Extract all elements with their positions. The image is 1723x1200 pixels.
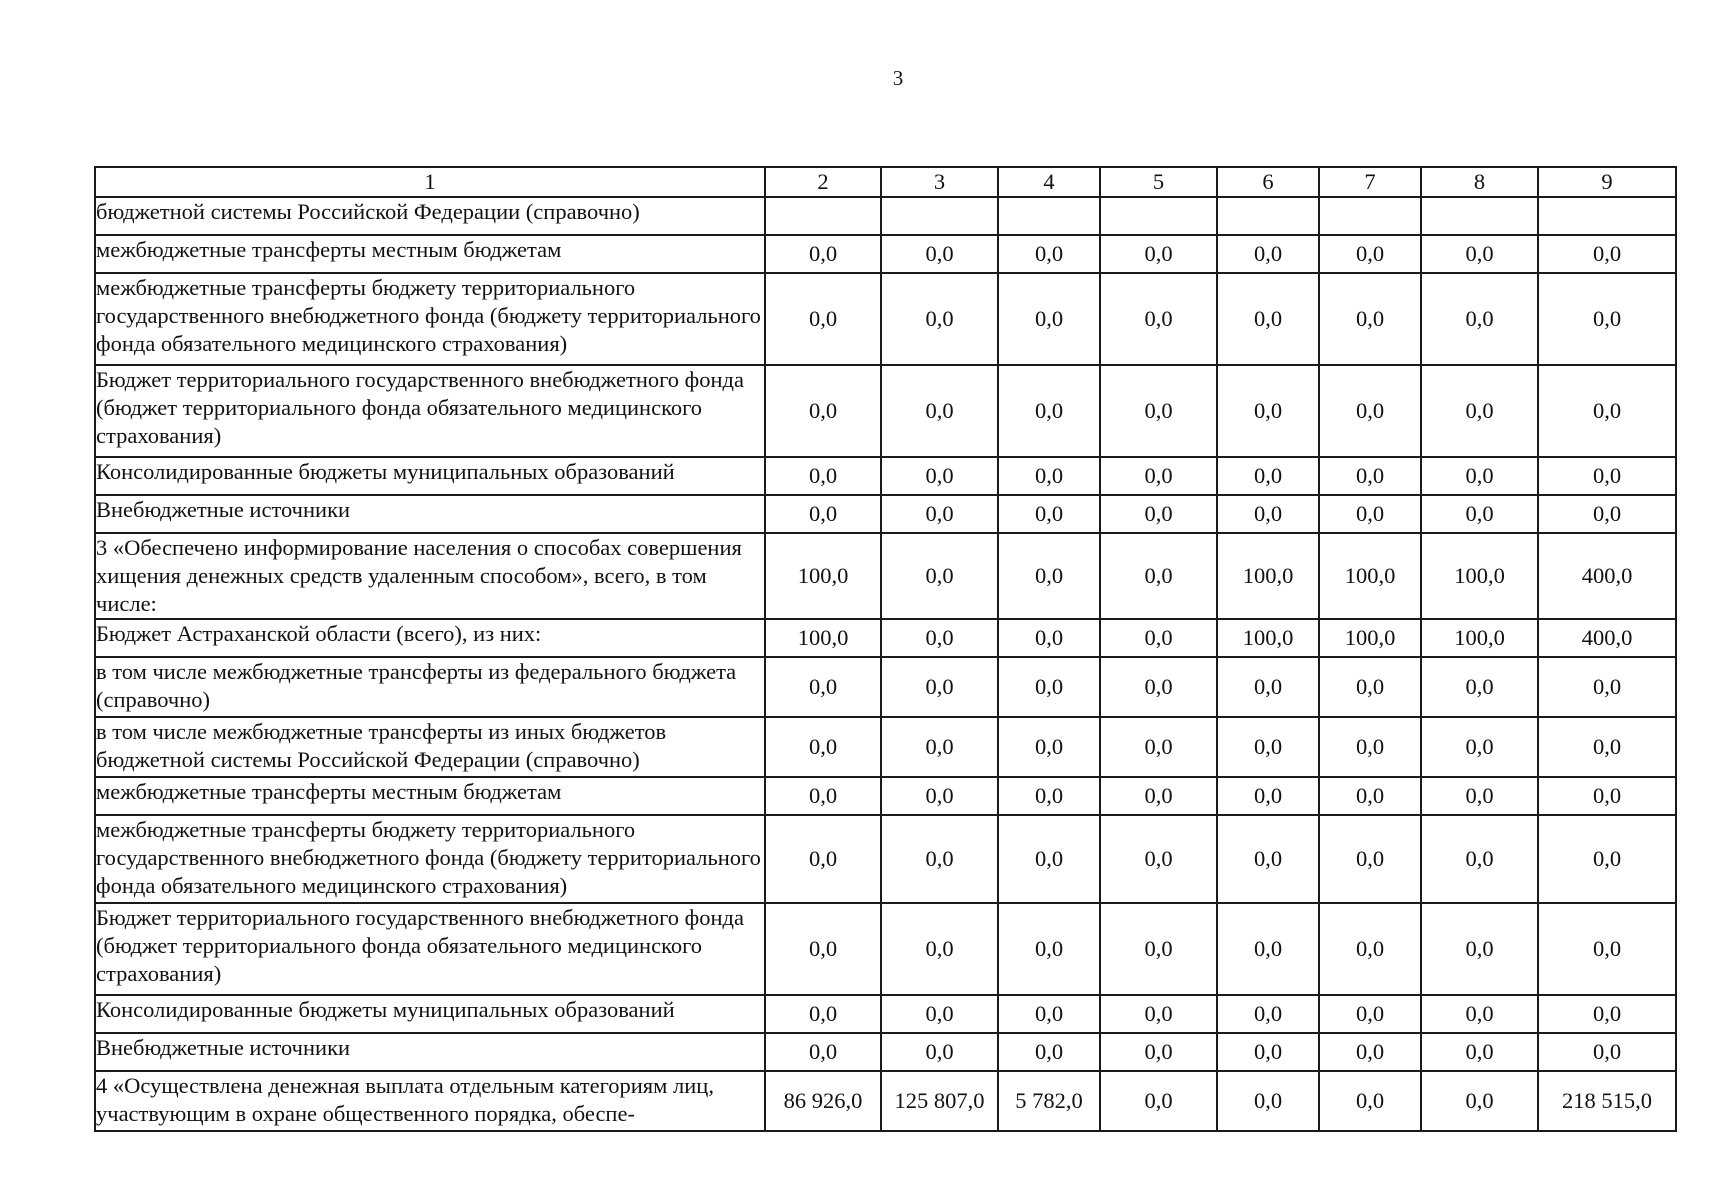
value-cell (1100, 197, 1217, 235)
value-cell: 0,0 (1319, 495, 1421, 533)
table-row (95, 365, 1676, 457)
table-body (95, 197, 1676, 1131)
value-cell: 0,0 (1538, 235, 1676, 273)
row-label: 3 «Обеспечено информирование населения о способах совершения хищения денежных средств удаленным способом», всего, в том числе: (95, 533, 765, 619)
value-cell: 0,0 (1217, 457, 1319, 495)
value-cell: 0,0 (881, 235, 998, 273)
table-row (95, 533, 1676, 619)
value-cell: 0,0 (998, 457, 1100, 495)
value-cell (881, 197, 998, 235)
table-header (95, 167, 1676, 197)
table-row (95, 903, 1676, 995)
value-cell: 0,0 (1421, 235, 1538, 273)
value-cell: 0,0 (765, 235, 881, 273)
value-cell: 0,0 (998, 717, 1100, 777)
value-cell: 0,0 (1421, 457, 1538, 495)
value-cell: 0,0 (1217, 657, 1319, 717)
value-cell: 125 807,0 (881, 1071, 998, 1131)
column-number-header: 4 (998, 167, 1100, 197)
table-row (95, 197, 1676, 235)
value-cell: 0,0 (1217, 903, 1319, 995)
value-cell: 0,0 (1538, 657, 1676, 717)
value-cell: 0,0 (1100, 657, 1217, 717)
value-cell: 0,0 (1538, 365, 1676, 457)
row-label: межбюджетные трансферты бюджету территориального государственного внебюджетного фонда (бюджету территориального фонда обязательного медицинского страхования) (95, 273, 765, 365)
header-row (95, 167, 1676, 197)
table-row (95, 273, 1676, 365)
value-cell: 0,0 (765, 815, 881, 903)
value-cell: 100,0 (1319, 619, 1421, 657)
table-row (95, 1033, 1676, 1071)
value-cell: 0,0 (998, 657, 1100, 717)
value-cell: 0,0 (998, 777, 1100, 815)
value-cell: 0,0 (998, 815, 1100, 903)
value-cell: 0,0 (1217, 273, 1319, 365)
row-label: межбюджетные трансферты местным бюджетам (95, 235, 765, 273)
value-cell: 0,0 (1538, 495, 1676, 533)
value-cell: 100,0 (765, 533, 881, 619)
value-cell: 0,0 (1319, 657, 1421, 717)
value-cell: 0,0 (998, 273, 1100, 365)
row-label: Внебюджетные источники (95, 1033, 765, 1071)
value-cell: 0,0 (881, 619, 998, 657)
value-cell: 0,0 (1538, 903, 1676, 995)
value-cell: 0,0 (765, 1033, 881, 1071)
value-cell: 0,0 (765, 457, 881, 495)
value-cell: 0,0 (1421, 995, 1538, 1033)
value-cell: 0,0 (1100, 777, 1217, 815)
value-cell: 100,0 (1421, 533, 1538, 619)
value-cell: 0,0 (1100, 815, 1217, 903)
value-cell: 0,0 (1538, 777, 1676, 815)
value-cell: 0,0 (881, 1033, 998, 1071)
value-cell: 0,0 (998, 533, 1100, 619)
value-cell: 0,0 (998, 235, 1100, 273)
value-cell: 0,0 (1319, 1071, 1421, 1131)
value-cell: 0,0 (1319, 777, 1421, 815)
table-row (95, 235, 1676, 273)
value-cell: 0,0 (1538, 273, 1676, 365)
row-label: Бюджет территориального государственного внебюджетного фонда (бюджет территориального фонда обязательного медицинского страхования) (95, 365, 765, 457)
value-cell: 0,0 (881, 657, 998, 717)
row-label: Консолидированные бюджеты муниципальных образований (95, 457, 765, 495)
value-cell: 0,0 (1100, 903, 1217, 995)
value-cell: 0,0 (881, 815, 998, 903)
value-cell (1319, 197, 1421, 235)
value-cell: 0,0 (1421, 495, 1538, 533)
row-label: межбюджетные трансферты бюджету территориального государственного внебюджетного фонда (бюджету территориального фонда обязательного медицинского страхования) (95, 815, 765, 903)
value-cell: 0,0 (765, 717, 881, 777)
value-cell: 0,0 (1319, 815, 1421, 903)
value-cell: 0,0 (765, 273, 881, 365)
column-number-header: 7 (1319, 167, 1421, 197)
row-label: в том числе межбюджетные трансферты из федерального бюджета (справочно) (95, 657, 765, 717)
value-cell: 0,0 (1538, 457, 1676, 495)
value-cell: 0,0 (998, 365, 1100, 457)
value-cell: 100,0 (1217, 533, 1319, 619)
row-label: 4 «Осуществлена денежная выплата отдельным категориям лиц, участвующим в охране общественного порядка, обеспе- (95, 1071, 765, 1131)
column-number-header: 6 (1217, 167, 1319, 197)
budget-table (94, 166, 1677, 1132)
value-cell: 0,0 (1100, 533, 1217, 619)
value-cell: 0,0 (1421, 777, 1538, 815)
value-cell (1538, 197, 1676, 235)
table-row (95, 619, 1676, 657)
column-number-header: 5 (1100, 167, 1217, 197)
value-cell: 0,0 (1217, 235, 1319, 273)
value-cell: 0,0 (1421, 1071, 1538, 1131)
value-cell: 0,0 (881, 995, 998, 1033)
table-row (95, 717, 1676, 777)
value-cell: 0,0 (1217, 717, 1319, 777)
row-label: Бюджет территориального государственного внебюджетного фонда (бюджет территориального фонда обязательного медицинского страхования) (95, 903, 765, 995)
value-cell: 100,0 (1421, 619, 1538, 657)
row-label: межбюджетные трансферты местным бюджетам (95, 777, 765, 815)
value-cell: 0,0 (881, 717, 998, 777)
value-cell: 0,0 (1421, 365, 1538, 457)
row-label: Консолидированные бюджеты муниципальных образований (95, 995, 765, 1033)
value-cell (1421, 197, 1538, 235)
value-cell: 0,0 (1421, 273, 1538, 365)
value-cell: 0,0 (765, 903, 881, 995)
table-row (95, 1071, 1676, 1131)
column-number-header: 8 (1421, 167, 1538, 197)
value-cell: 0,0 (1421, 657, 1538, 717)
value-cell: 0,0 (1421, 815, 1538, 903)
value-cell: 0,0 (1217, 1033, 1319, 1071)
value-cell: 0,0 (1100, 1033, 1217, 1071)
row-label: в том числе межбюджетные трансферты из иных бюджетов бюджетной системы Российской Федерации (справочно) (95, 717, 765, 777)
value-cell: 0,0 (998, 495, 1100, 533)
value-cell: 0,0 (765, 777, 881, 815)
value-cell (998, 197, 1100, 235)
value-cell: 0,0 (1217, 815, 1319, 903)
value-cell: 0,0 (765, 365, 881, 457)
value-cell: 0,0 (1319, 717, 1421, 777)
table-row (95, 995, 1676, 1033)
page-number: 3 (892, 66, 904, 90)
value-cell (1217, 197, 1319, 235)
value-cell: 218 515,0 (1538, 1071, 1676, 1131)
value-cell: 0,0 (1100, 1071, 1217, 1131)
value-cell: 0,0 (1538, 717, 1676, 777)
value-cell: 0,0 (1319, 995, 1421, 1033)
value-cell: 0,0 (1319, 903, 1421, 995)
value-cell: 0,0 (1100, 235, 1217, 273)
value-cell: 0,0 (1319, 365, 1421, 457)
value-cell: 0,0 (1319, 1033, 1421, 1071)
value-cell: 0,0 (765, 995, 881, 1033)
value-cell: 0,0 (998, 903, 1100, 995)
value-cell: 0,0 (1217, 777, 1319, 815)
value-cell: 0,0 (1100, 495, 1217, 533)
column-number-header: 3 (881, 167, 998, 197)
value-cell: 0,0 (881, 457, 998, 495)
value-cell: 0,0 (998, 995, 1100, 1033)
value-cell: 5 782,0 (998, 1071, 1100, 1131)
value-cell (765, 197, 881, 235)
column-number-header: 9 (1538, 167, 1676, 197)
value-cell: 0,0 (1100, 457, 1217, 495)
value-cell: 0,0 (765, 657, 881, 717)
value-cell: 0,0 (1319, 235, 1421, 273)
value-cell: 400,0 (1538, 533, 1676, 619)
value-cell: 86 926,0 (765, 1071, 881, 1131)
row-label: Бюджет Астраханской области (всего), из них: (95, 619, 765, 657)
value-cell: 0,0 (1217, 1071, 1319, 1131)
value-cell: 0,0 (881, 533, 998, 619)
column-number-header: 2 (765, 167, 881, 197)
value-cell: 0,0 (881, 495, 998, 533)
value-cell: 0,0 (1217, 495, 1319, 533)
value-cell: 0,0 (1538, 1033, 1676, 1071)
row-label: бюджетной системы Российской Федерации (справочно) (95, 197, 765, 235)
value-cell: 0,0 (1100, 365, 1217, 457)
value-cell: 0,0 (881, 777, 998, 815)
table-row (95, 457, 1676, 495)
value-cell: 0,0 (1319, 457, 1421, 495)
table-row (95, 815, 1676, 903)
value-cell: 100,0 (1217, 619, 1319, 657)
value-cell: 0,0 (1217, 995, 1319, 1033)
value-cell: 0,0 (1421, 1033, 1538, 1071)
value-cell: 0,0 (765, 495, 881, 533)
value-cell: 100,0 (765, 619, 881, 657)
value-cell: 400,0 (1538, 619, 1676, 657)
value-cell: 0,0 (1538, 995, 1676, 1033)
value-cell: 100,0 (1319, 533, 1421, 619)
value-cell: 0,0 (1100, 995, 1217, 1033)
value-cell: 0,0 (1421, 717, 1538, 777)
value-cell: 0,0 (881, 903, 998, 995)
value-cell: 0,0 (1319, 273, 1421, 365)
value-cell: 0,0 (1217, 365, 1319, 457)
table-row (95, 777, 1676, 815)
table-row (95, 495, 1676, 533)
value-cell: 0,0 (1100, 619, 1217, 657)
row-label: Внебюджетные источники (95, 495, 765, 533)
value-cell: 0,0 (1100, 273, 1217, 365)
value-cell: 0,0 (1100, 717, 1217, 777)
column-number-header: 1 (95, 167, 765, 197)
value-cell: 0,0 (1538, 815, 1676, 903)
value-cell: 0,0 (881, 365, 998, 457)
table-row (95, 657, 1676, 717)
value-cell: 0,0 (998, 1033, 1100, 1071)
value-cell: 0,0 (998, 619, 1100, 657)
value-cell: 0,0 (881, 273, 998, 365)
value-cell: 0,0 (1421, 903, 1538, 995)
